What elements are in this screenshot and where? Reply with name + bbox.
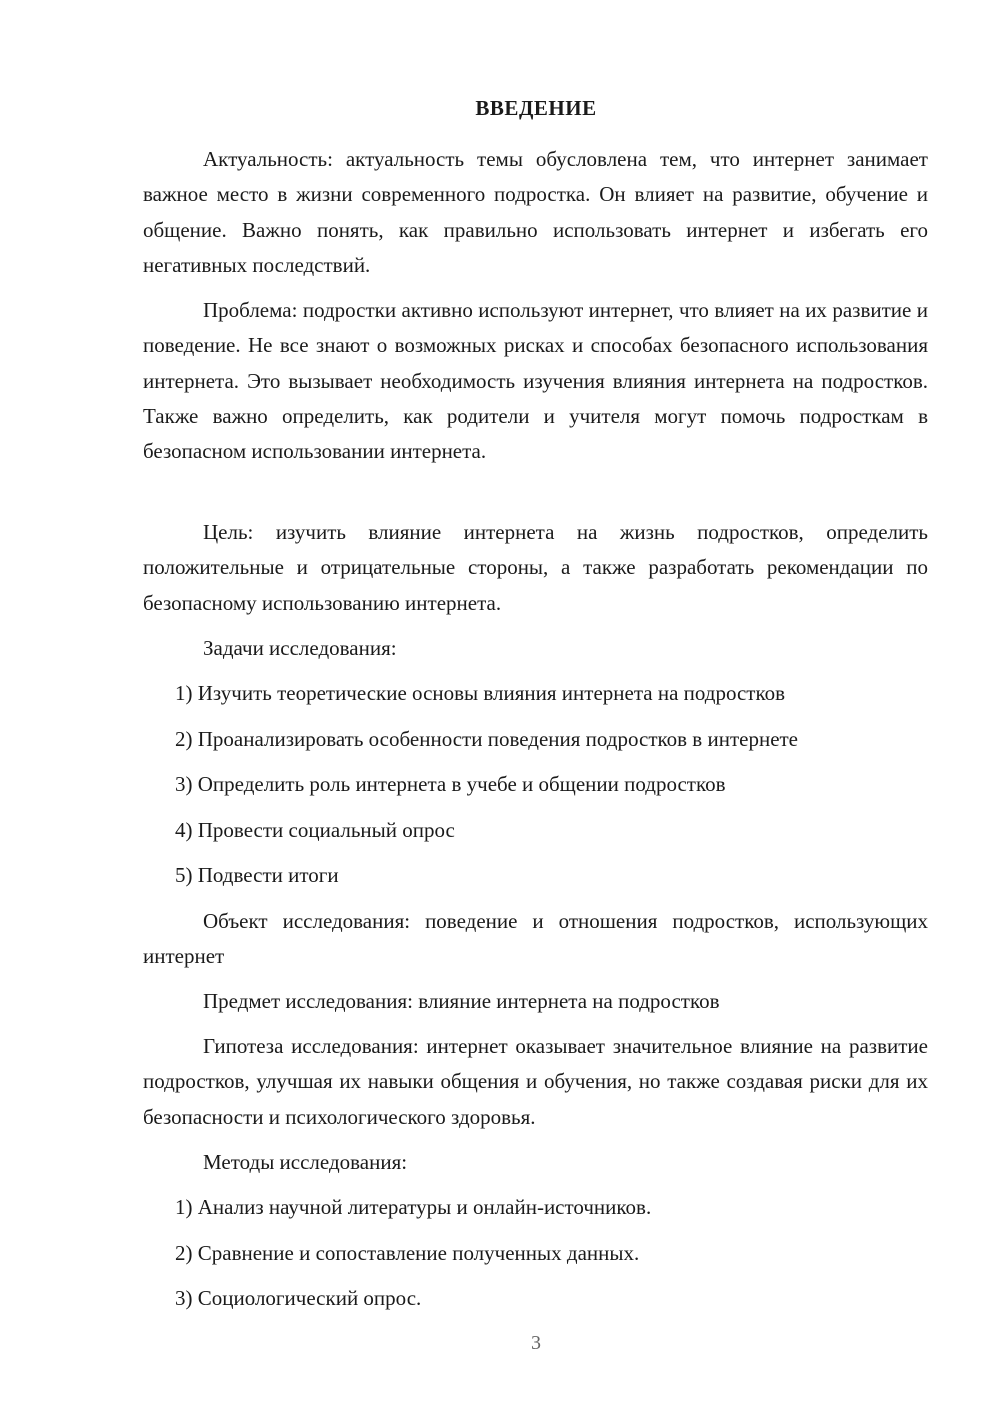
method-item: 2) Сравнение и сопоставление полученных данных. <box>175 1241 640 1265</box>
task-item: 3) Определить роль интернета в учебе и общении подростков <box>175 772 726 796</box>
page-number: 3 <box>531 1332 541 1354</box>
tasks-heading: Задачи исследования: <box>203 636 397 660</box>
task-item: 4) Провести социальный опрос <box>175 818 455 842</box>
task-item: 5) Подвести итоги <box>175 863 339 887</box>
hypothesis-paragraph: Гипотеза исследования: интернет оказывает значительное влияние на развитие подростков, улучшая их навыки общения и обучения, но также создавая риски для их безопасности и психологического здоровья. <box>143 1034 928 1129</box>
goal-paragraph: Цель: изучить влияние интернета на жизнь подростков, определить положительные и отрицательные стороны, а также разработать рекомендации по безопасному использованию интернета. <box>143 520 928 615</box>
object-paragraph: Объект исследования: поведение и отношения подростков, использующих интернет <box>143 909 928 969</box>
page-title: ВВЕДЕНИЕ <box>475 96 597 120</box>
task-item: 2) Проанализировать особенности поведения подростков в интернете <box>175 727 799 751</box>
method-item: 3) Социологический опрос. <box>175 1286 422 1310</box>
task-item: 1) Изучить теоретические основы влияния интернета на подростков <box>175 681 786 705</box>
problem-paragraph: Проблема: подростки активно используют интернет, что влияет на их развитие и поведение. Не все знают о возможных рисках и способах безопасного использования интернета. Это вызывает необходимость изучения влияния интернета на подростков. Также важно определить, как родители и учителя могут помочь подросткам в безопасном использовании интернета. <box>143 298 928 464</box>
relevance-paragraph: Актуальность: актуальность темы обусловлена тем, что интернет занимает важное место в жизни современного подростка. Он влияет на развитие, обучение и общение. Важно понять, как правильно использовать интернет и избегать его негативных последствий. <box>143 147 928 277</box>
methods-heading: Методы исследования: <box>203 1150 408 1174</box>
subject-line: Предмет исследования: влияние интернета на подростков <box>203 989 720 1013</box>
method-item: 1) Анализ научной литературы и онлайн-источников. <box>175 1195 652 1219</box>
